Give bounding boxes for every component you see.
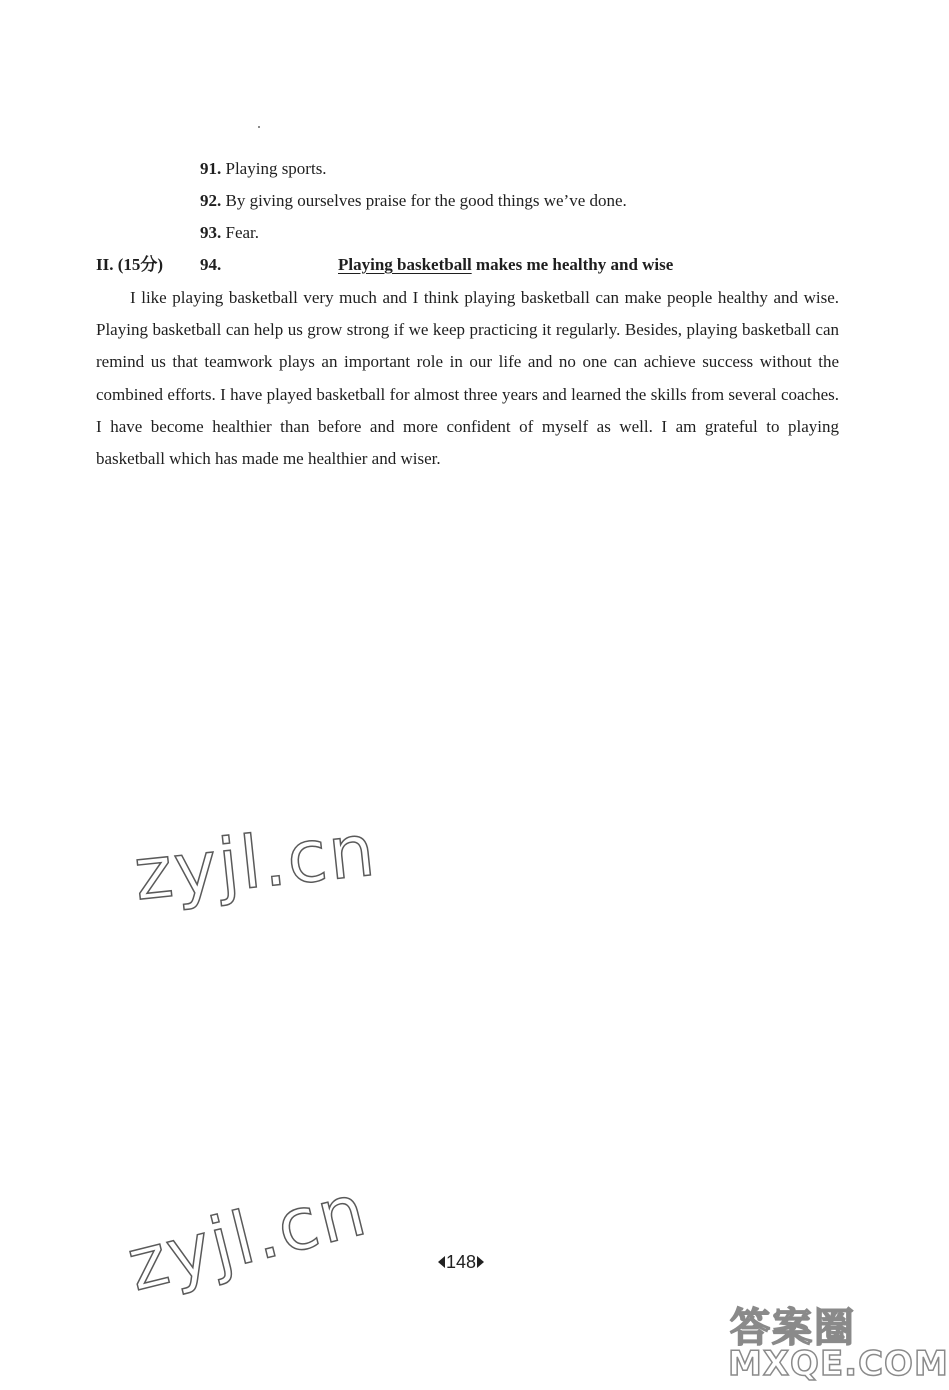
- page-number: [438, 1250, 484, 1274]
- essay-body: I like playing basketball very much and I think playing basketball can make people healthy and wise. Playing basketball can help us grow strong if we keep practicing it regularly. Besides, playing basketball can remind us that teamwork plays an important role in our life and no one can achieve success without the combined efforts. I have played basketball for almost three years and learned the skills from several coaches. I have become healthier than before and more confident of myself as well. I am grateful to playing basketball which has made me healthier and wiser.: [96, 288, 839, 469]
- essay-title: [338, 254, 673, 276]
- answer-number: 91.: [200, 159, 222, 178]
- section-label: II. (15分): [96, 255, 164, 274]
- arrow-left-icon: [438, 1256, 445, 1268]
- corner-logo-en: MXQE.COM: [728, 1344, 949, 1384]
- page-number-text: 148: [446, 1252, 477, 1272]
- answer-text: By giving ourselves praise for the good things we’ve done.: [221, 191, 627, 210]
- answer-text: Fear.: [221, 223, 260, 242]
- answer-number: 93.: [200, 223, 222, 242]
- answer-91: [200, 158, 327, 180]
- watermark-logo: zyjl.cn: [130, 807, 381, 917]
- arrow-right-icon: [477, 1256, 484, 1268]
- answer-93: [200, 222, 259, 244]
- essay-title-underlined: Playing basketball: [338, 255, 472, 274]
- writing-section-header: [96, 254, 856, 278]
- essay-title-rest: makes me healthy and wise: [471, 255, 674, 274]
- question-number: 94.: [200, 255, 222, 274]
- answer-text: Playing sports.: [221, 159, 327, 178]
- stray-dot: [258, 126, 260, 128]
- answer-number: 92.: [200, 191, 222, 210]
- corner-logo-cn: 答案圈: [730, 1305, 856, 1351]
- corner-logo: [724, 1296, 949, 1386]
- answer-92: [200, 190, 627, 212]
- watermark-logo: zyjl.cn: [119, 1166, 376, 1308]
